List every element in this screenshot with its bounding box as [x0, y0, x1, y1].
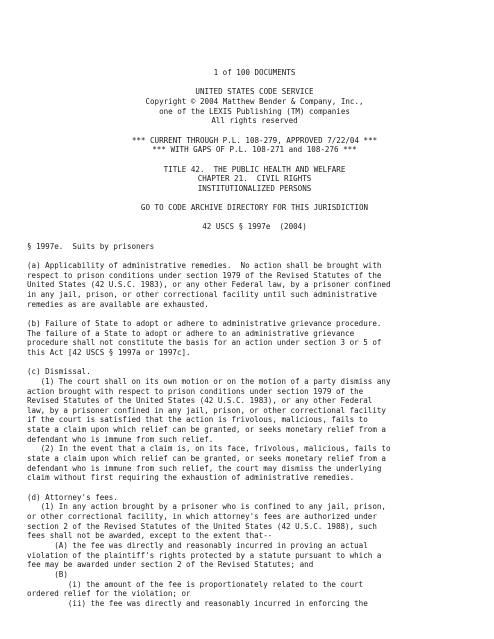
text-line: or other correctional facility, in which attorney's fees are authorized under: [27, 512, 377, 522]
text-line: this Act [42 USCS § 1997a or 1997c].: [27, 347, 191, 357]
text-line: (d) Attorney's fees.: [27, 492, 118, 502]
text-line: ordered relief for the violation; or: [27, 589, 191, 599]
text-line: if the court is satisfied that the action is frivolous, malicious, fails to: [27, 415, 368, 425]
text-line: fee may be awarded under section 2 of the Revised Statutes; and: [27, 560, 314, 570]
text-line: (i) the amount of the fee is proportionately related to the court: [27, 579, 364, 589]
text-line: claim without first requiring the exhaustion of administrative remedies.: [27, 473, 355, 483]
code-hierarchy: [27, 165, 482, 194]
text-line: defendant who is immune from such relief, the court may dismiss the underlying: [27, 463, 382, 473]
text-line: law, by a prisoner confined in any jail, prison, or other correctional facility: [27, 405, 386, 415]
text-line: (1) The court shall on its own motion or on the motion of a party dismiss any: [27, 376, 391, 386]
currency-notice: [27, 136, 482, 155]
text-line: action brought with respect to prison conditions under section 1979 of the: [27, 386, 364, 396]
text-line: state a claim upon which relief can be granted, or seeks monetary relief from a: [27, 454, 386, 464]
text-line: The failure of a State to adopt or adhere to an administrative grievance: [27, 328, 355, 338]
text-line: defendant who is immune from such relief.: [27, 434, 214, 444]
text-line: (A) the fee was directly and reasonably incurred in proving an actual: [27, 541, 368, 550]
text-line: violation of the plaintiff's rights protected by a statute pursuant to which a: [27, 550, 382, 560]
rights-line: All rights reserved: [211, 116, 298, 126]
section-heading: § 1997e. Suits by prisoners: [27, 241, 155, 251]
text-line: fees shall not be awarded, except to the extent that--: [27, 531, 273, 541]
code-archive-link[interactable]: GO TO CODE ARCHIVE DIRECTORY FOR THIS JURISDICTION: [140, 203, 369, 213]
chapter-heading: CHAPTER 21. CIVIL RIGHTS: [197, 174, 312, 184]
text-line: state a claim upon which relief can be granted, or seeks monetary relief from a: [27, 425, 386, 435]
text-line: in any jail, prison, or other correctional facility until such administrative: [27, 289, 377, 299]
text-line: (2) In the event that a claim is, on its face, frivolous, malicious, fails to: [27, 444, 391, 454]
paragraph-b: [27, 319, 482, 358]
text-line: (c) Dismissal.: [27, 367, 91, 377]
currency-line-1: *** CURRENT THROUGH P.L. 108-279, APPROVED 7/22/04 ***: [131, 135, 378, 145]
text-line: remedies as are available are exhausted.: [27, 299, 209, 309]
paragraph-a: [27, 261, 482, 309]
text-line: procedure shall not constitute the basis for an action under section 3 or 5 of: [27, 338, 382, 348]
text-line: (B): [27, 569, 68, 579]
service-header: [27, 87, 482, 126]
citation: 42 USCS § 1997e (2004): [202, 222, 307, 232]
publisher-line: one of the LEXIS Publishing (TM) companies: [159, 106, 350, 116]
text-line: (ii) the fee was directly and reasonably incurred in enforcing the: [27, 598, 368, 608]
document-count: 1 of 100 DOCUMENTS: [213, 68, 296, 77]
text-line: (a) Applicability of administrative remedies. No action shall be brought with: [27, 261, 382, 271]
text-line: Revised Statutes of the United States (42 U.S.C. 1983), or any other Federal: [27, 396, 373, 406]
text-line: (b) Failure of State to adopt or adhere to administrative grievance procedure.: [27, 318, 382, 328]
currency-line-2: *** WITH GAPS OF P.L. 108-271 and 108-276 ***: [152, 145, 357, 155]
text-line: (1) In any action brought by a prisoner who is confined to any jail, prison,: [27, 502, 386, 512]
text-line: United States (42 U.S.C. 1983), or any other Federal law, by a prisoner confined: [27, 280, 391, 290]
text-line: section 2 of the Revised Statutes of the United States (42 U.S.C. 1988), such: [27, 521, 377, 531]
copyright-line: Copyright © 2004 Matthew Bender & Company, Inc.,: [145, 96, 364, 106]
paragraph-c: [27, 367, 482, 483]
paragraph-d: [27, 493, 482, 609]
title-heading: TITLE 42. THE PUBLIC HEALTH AND WELFARE: [163, 164, 346, 174]
service-name: UNITED STATES CODE SERVICE: [195, 87, 314, 97]
subchapter-heading: INSTITUTIONALIZED PERSONS: [197, 183, 312, 193]
text-line: respect to prison conditions under section 1979 of the Revised Statutes of the: [27, 270, 382, 280]
